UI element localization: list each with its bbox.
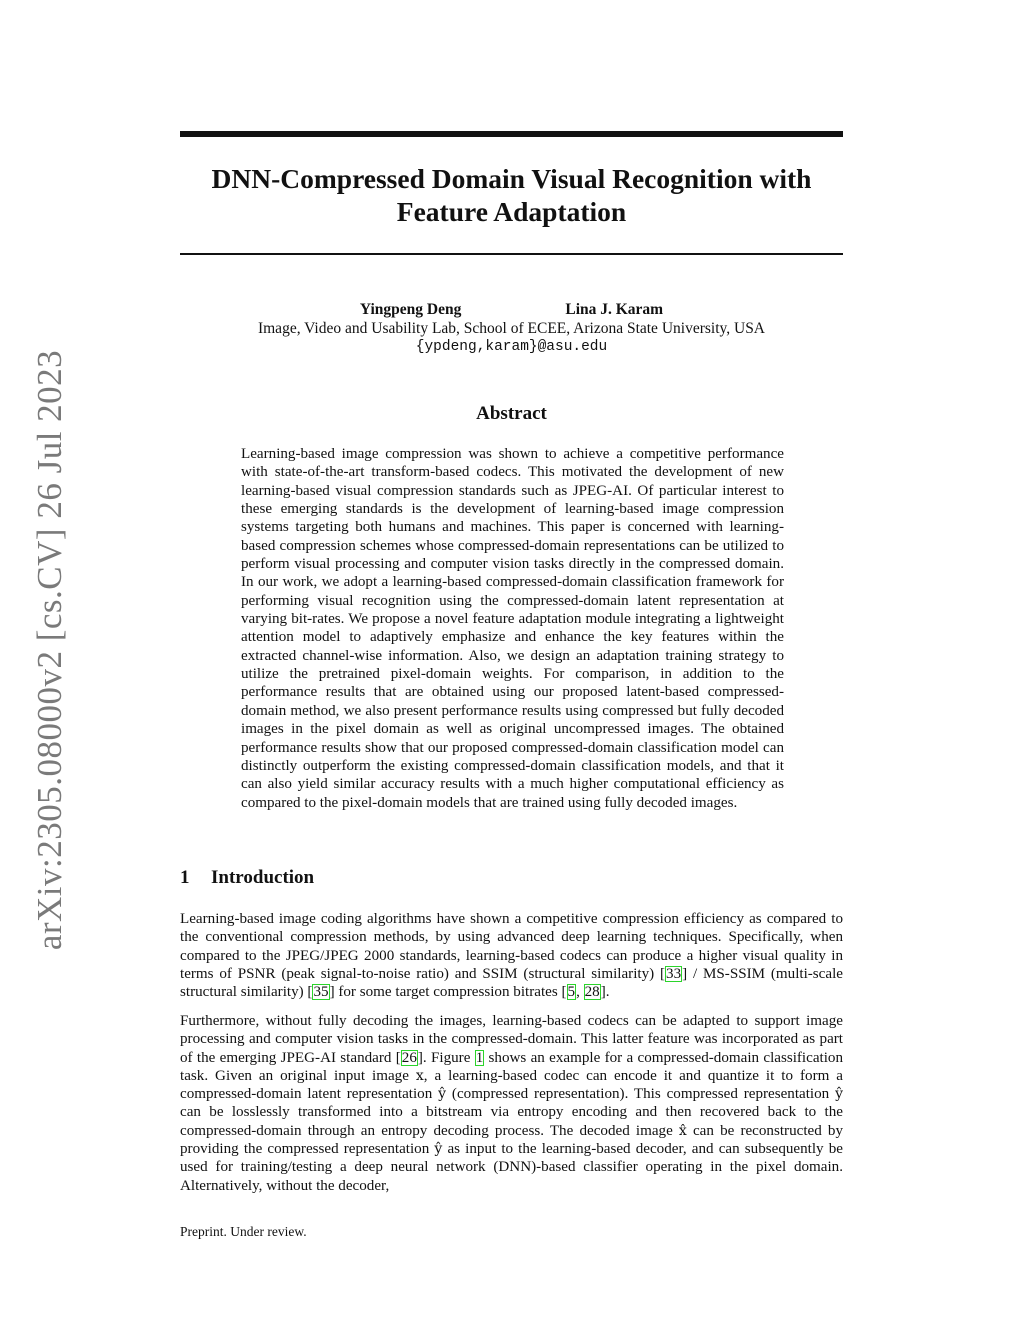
author-1: Yingpeng Deng bbox=[359, 301, 462, 318]
section-number: 1 bbox=[180, 867, 190, 888]
author-email: {ypdeng,karam}@asu.edu bbox=[415, 339, 608, 355]
figure-link[interactable]: 1 bbox=[475, 1049, 484, 1066]
citation-link[interactable]: 28 bbox=[584, 984, 600, 1001]
title-line-1: DNN-Compressed Domain Visual Recognition with bbox=[211, 163, 812, 194]
text-run: Furthermore, without fully decoding the images, learning-based codecs can be adapted to support image processing and computer vision tasks in the compressed-domain. This latter feature was incorporated as part of the emerging JPEG-AI standard [ bbox=[180, 1013, 843, 1066]
math-symbol: x̂ bbox=[678, 1122, 687, 1139]
title-line-2: Feature Adaptation bbox=[396, 196, 627, 227]
abstract-text: Learning-based image compression was shown to achieve a competitive performance with state-of-the-art transform-based codecs. This motivated the development of new learning-based visual compression standards such as JPEG-AI. Of particular interest to these emerging standards is the development of learning-based image compression systems targeting both humans and machines. This paper is concerned with learning-based compression schemes whose compressed-domain representations can be utilized to perform visual processing and computer vision tasks directly in the compressed domain. In our work, we adopt a learning-based compressed-domain classification framework for performing visual recognition using the compressed-domain latent representation at varying bit-rates. We propose a novel feature adaptation module integrating a lightweight attention model to adaptively emphasize and enhance the key features within the extracted channel-wise information. Also, we design an adaptation training strategy to utilize the pretrained pixel-domain weights. For comparison, in addition to the performance results that are obtained using our proposed latent-based compressed-domain method, we also present performance results using compressed but fully decoded images in the pixel domain as well as original uncompressed images. The obtained performance results show that our proposed compressed-domain classification model can distinctly outperform the existing compressed-domain classification models, and that it can also yield similar accuracy results with a much higher computational efficiency as compared to the pixel-domain models that are trained using fully decoded images. bbox=[241, 446, 784, 811]
math-symbol: ŷ bbox=[434, 1141, 443, 1158]
arxiv-identifier-stamp: arXiv:2305.08000v2 [cs.CV] 26 Jul 2023 bbox=[30, 349, 69, 951]
author-block bbox=[180, 300, 843, 357]
text-run: Learning-based image coding algorithms have shown a competitive compression efficiency as compared to the conventional compression methods, by using advanced deep learning techniques. Specifically, when compared to the JPEG/JPEG 2000 standards, learning-based codecs can produce a higher visual quality in terms of PSNR (peak signal-to-noise ratio) and SSIM (structural similarity) [ bbox=[180, 911, 843, 982]
math-symbol: x bbox=[415, 1067, 424, 1084]
abstract-heading: Abstract bbox=[476, 403, 547, 424]
title-bottom-rule bbox=[180, 253, 843, 255]
preprint-footer: Preprint. Under review. bbox=[180, 1224, 307, 1239]
intro-paragraph-1 bbox=[180, 910, 843, 1001]
citation-link[interactable]: 5 bbox=[567, 984, 576, 1001]
citation-link[interactable]: 33 bbox=[666, 965, 682, 982]
math-symbol: ŷ bbox=[438, 1086, 447, 1103]
paper-title bbox=[180, 162, 843, 228]
text-run: ] for some target compression bitrates [ bbox=[329, 984, 567, 1001]
citation-link[interactable]: 26 bbox=[401, 1049, 417, 1066]
section-title: Introduction bbox=[211, 867, 315, 888]
affiliation: Image, Video and Usability Lab, School of ECEE, Arizona State University, USA bbox=[257, 320, 766, 337]
math-symbol: ŷ bbox=[835, 1086, 843, 1103]
text-run: , bbox=[576, 984, 584, 1001]
text-run: ]. Figure bbox=[417, 1049, 475, 1066]
citation-link[interactable]: 35 bbox=[313, 984, 329, 1001]
text-run: as input to the learning-based decoder, and can subsequently be used for training/testing a deep neural network (DNN)-based classifier operating in the pixel domain. Alternatively, without the decoder, bbox=[180, 1141, 843, 1194]
author-names bbox=[180, 300, 843, 319]
text-run: can be losslessly transformed into a bitstream via entropy encoding and then recovered back to the compressed-domain through an entropy decoding process. The decoded image bbox=[180, 1104, 843, 1139]
intro-paragraph-2 bbox=[180, 1012, 843, 1195]
text-run: shows an example for a compressed-domain classification task. Given an original input image bbox=[180, 1049, 843, 1084]
text-run: (compressed representation). This compressed representation bbox=[446, 1086, 836, 1103]
title-top-rule bbox=[180, 131, 843, 137]
text-run: , a learning-based codec can encode it and quantize it to form a compressed-domain latent representation bbox=[180, 1067, 843, 1103]
section-heading-introduction bbox=[180, 867, 314, 889]
author-2: Lina J. Karam bbox=[565, 301, 664, 318]
text-run: can be reconstructed by providing the compressed representation bbox=[180, 1122, 844, 1158]
text-run: ]. bbox=[600, 984, 610, 1001]
text-run: ] / MS-SSIM (multi-scale structural similarity) [ bbox=[180, 965, 843, 1001]
